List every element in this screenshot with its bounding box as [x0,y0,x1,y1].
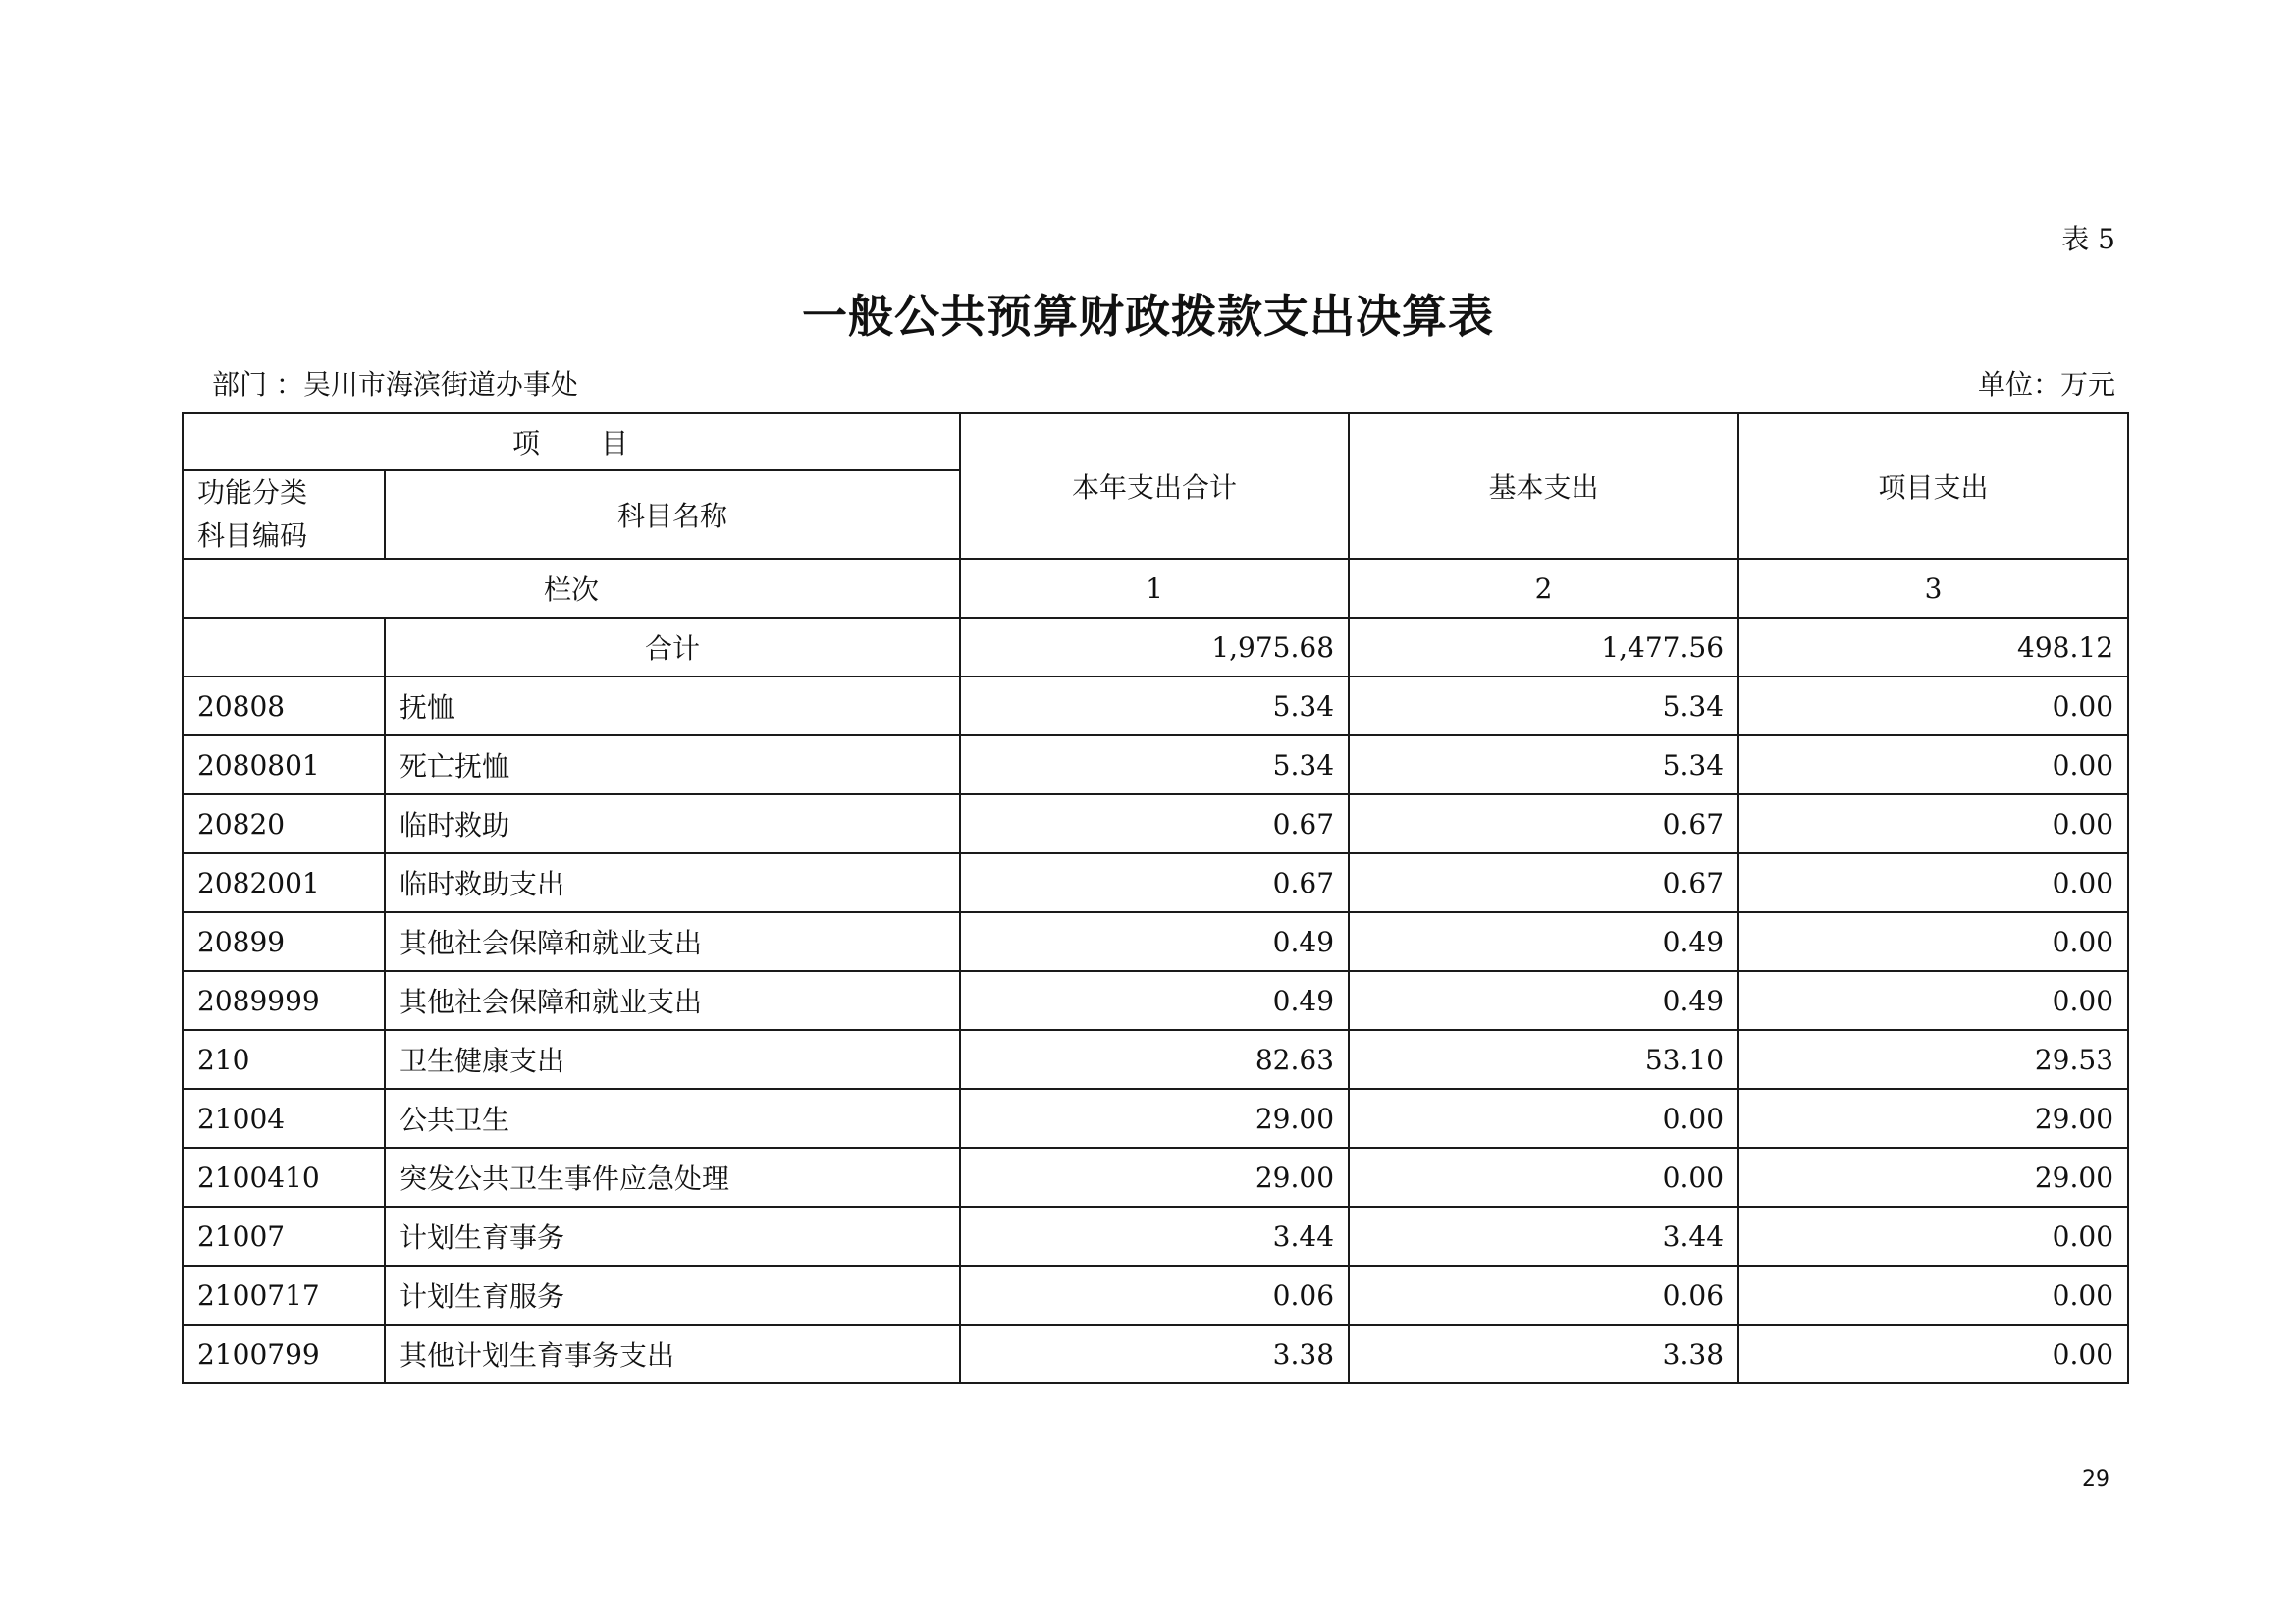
row-name: 其他社会保障和就业支出 [385,971,960,1030]
row-name: 计划生育事务 [385,1207,960,1266]
row-code: 21007 [183,1207,385,1266]
row-project: 0.00 [1738,1325,2128,1383]
page-number: 29 [2082,1467,2109,1491]
row-code: 2100410 [183,1148,385,1207]
row-total: 0.06 [960,1266,1349,1325]
row-project: 0.00 [1738,794,2128,853]
row-name: 其他社会保障和就业支出 [385,912,960,971]
row-project: 0.00 [1738,735,2128,794]
row-name: 卫生健康支出 [385,1030,960,1089]
table-row [183,912,2128,971]
row-code: 2089999 [183,971,385,1030]
table-row [183,794,2128,853]
column-index-row [183,559,2128,618]
column-index-3: 3 [1738,559,2128,618]
row-name: 公共卫生 [385,1089,960,1148]
row-project: 0.00 [1738,971,2128,1030]
table-row [183,1089,2128,1148]
row-project: 29.00 [1738,1089,2128,1148]
row-total: 29.00 [960,1148,1349,1207]
total-basic: 1,477.56 [1349,618,1738,677]
row-code: 20808 [183,677,385,735]
row-total: 82.63 [960,1030,1349,1089]
row-code: 2100799 [183,1325,385,1383]
total-code-cell [183,618,385,677]
row-basic: 0.00 [1349,1089,1738,1148]
total-project: 498.12 [1738,618,2128,677]
row-name: 抚恤 [385,677,960,735]
row-name: 计划生育服务 [385,1266,960,1325]
row-project: 29.53 [1738,1030,2128,1089]
row-project: 0.00 [1738,677,2128,735]
row-basic: 0.49 [1349,912,1738,971]
row-basic: 0.49 [1349,971,1738,1030]
row-code: 2082001 [183,853,385,912]
row-basic: 3.38 [1349,1325,1738,1383]
header-code-line1: 功能分类 [197,476,308,509]
table-row [183,853,2128,912]
row-code: 21004 [183,1089,385,1148]
header-project: 项目支出 [1738,413,2128,559]
table-label: 表 5 [2061,223,2115,255]
row-name: 临时救助支出 [385,853,960,912]
row-total: 0.49 [960,912,1349,971]
column-index-1: 1 [960,559,1349,618]
row-total: 3.38 [960,1325,1349,1383]
row-name: 死亡抚恤 [385,735,960,794]
header-row-1 [183,413,2128,470]
table-row [183,735,2128,794]
row-basic: 0.67 [1349,794,1738,853]
row-total: 5.34 [960,677,1349,735]
header-item: 项 目 [183,413,960,470]
row-code: 210 [183,1030,385,1089]
table-row [183,1325,2128,1383]
row-basic: 3.44 [1349,1207,1738,1266]
row-total: 0.49 [960,971,1349,1030]
page-title: 一般公共预算财政拨款支出决算表 [802,290,1494,343]
table-row [183,1266,2128,1325]
table-row [183,1030,2128,1089]
row-total: 0.67 [960,794,1349,853]
row-basic: 0.00 [1349,1148,1738,1207]
row-basic: 5.34 [1349,735,1738,794]
total-label: 合计 [385,618,960,677]
row-project: 0.00 [1738,912,2128,971]
row-total: 0.67 [960,853,1349,912]
row-code: 2080801 [183,735,385,794]
total-sum: 1,975.68 [960,618,1349,677]
table-row [183,677,2128,735]
row-project: 0.00 [1738,853,2128,912]
header-name: 科目名称 [385,470,960,559]
department-label: 部门 ：吴川市海滨街道办事处 [212,368,578,401]
row-project: 0.00 [1738,1207,2128,1266]
row-basic: 0.06 [1349,1266,1738,1325]
row-code: 20820 [183,794,385,853]
row-name: 突发公共卫生事件应急处理 [385,1148,960,1207]
header-total: 本年支出合计 [960,413,1349,559]
header-basic: 基本支出 [1349,413,1738,559]
budget-table [182,412,2129,1384]
column-index-label: 栏次 [183,559,960,618]
row-basic: 53.10 [1349,1030,1738,1089]
row-total: 3.44 [960,1207,1349,1266]
row-total: 5.34 [960,735,1349,794]
row-basic: 0.67 [1349,853,1738,912]
unit-label: 单位：万元 [1977,368,2115,401]
row-project: 29.00 [1738,1148,2128,1207]
row-code: 20899 [183,912,385,971]
row-total: 29.00 [960,1089,1349,1148]
header-code [183,470,385,559]
table-row [183,1148,2128,1207]
row-project: 0.00 [1738,1266,2128,1325]
total-row [183,618,2128,677]
row-name: 其他计划生育事务支出 [385,1325,960,1383]
header-code-line2: 科目编码 [197,519,308,552]
table-row [183,1207,2128,1266]
row-code: 2100717 [183,1266,385,1325]
row-name: 临时救助 [385,794,960,853]
table-row [183,971,2128,1030]
row-basic: 5.34 [1349,677,1738,735]
column-index-2: 2 [1349,559,1738,618]
